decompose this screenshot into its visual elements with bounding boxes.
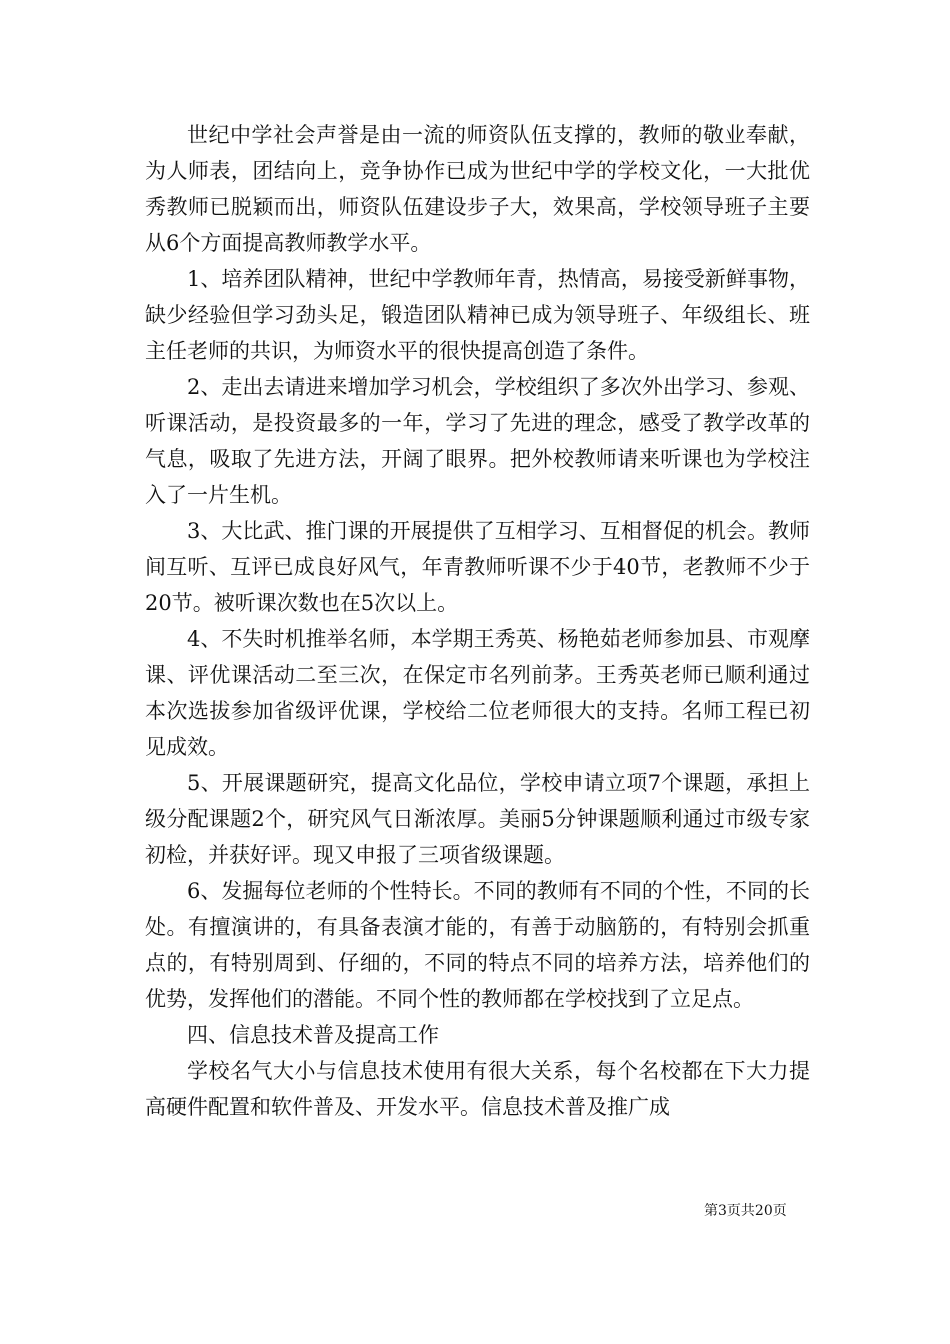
page-number-footer: 第3页共20页 — [704, 1203, 787, 1219]
paragraph-item-1: 1、培养团队精神，世纪中学教师年青，热情高，易接受新鲜事物，缺少经验但学习劲头足，锻造团队精神已成为领导班子、年级组长、班主任老师的共识，为师资水平的很快提高创造了条件。 — [145, 267, 810, 363]
paragraph-item-5: 5、开展课题研究，提高文化品位，学校申请立项7个课题，承担上级分配课题2个，研究风气日渐浓厚。美丽5分钟课题顺利通过市级专家初检，并获好评。现又申报了三项省级课题。 — [145, 771, 810, 867]
paragraph-item-2: 2、走出去请进来增加学习机会，学校组织了多次外出学习、参观、听课活动，是投资最多的一年，学习了先进的理念，感受了教学改革的气息，吸取了先进方法，开阔了眼界。把外校教师请来听课也为学校注入了一片生机。 — [145, 375, 810, 507]
body-text — [145, 117, 810, 1125]
paragraph-item-4: 4、不失时机推举名师，本学期王秀英、杨艳茹老师参加县、市观摩课、评优课活动二至三次，在保定市名列前茅。王秀英老师已顺利通过本次选拔参加省级评优课，学校给二位老师很大的支持。名师工程已初见成效。 — [145, 627, 810, 759]
section-heading: 四、信息技术普及提高工作 — [187, 1023, 439, 1047]
paragraph-item-3: 3、大比武、推门课的开展提供了互相学习、互相督促的机会。教师间互听、互评已成良好风气，年青教师听课不少于40节，老教师不少于20节。被听课次数也在5次以上。 — [145, 519, 810, 615]
paragraph-intro: 世纪中学社会声誉是由一流的师资队伍支撑的，教师的敬业奉献，为人师表，团结向上，竞争协作已成为世纪中学的学校文化，一大批优秀教师已脱颖而出，师资队伍建设步子大，效果高，学校领导班子主要从6个方面提高教师教学水平。 — [145, 123, 810, 255]
paragraph-item-6: 6、发掘每位老师的个性特长。不同的教师有不同的个性，不同的长处。有擅演讲的，有具备表演才能的，有善于动脑筋的，有特别会抓重点的，有特别周到、仔细的，不同的特点不同的培养方法，培养他们的优势，发挥他们的潜能。不同个性的教师都在学校找到了立足点。 — [145, 879, 810, 1011]
paragraph-section-4: 学校名气大小与信息技术使用有很大关系，每个名校都在下大力提高硬件配置和软件普及、开发水平。信息技术普及推广成 — [145, 1059, 810, 1119]
